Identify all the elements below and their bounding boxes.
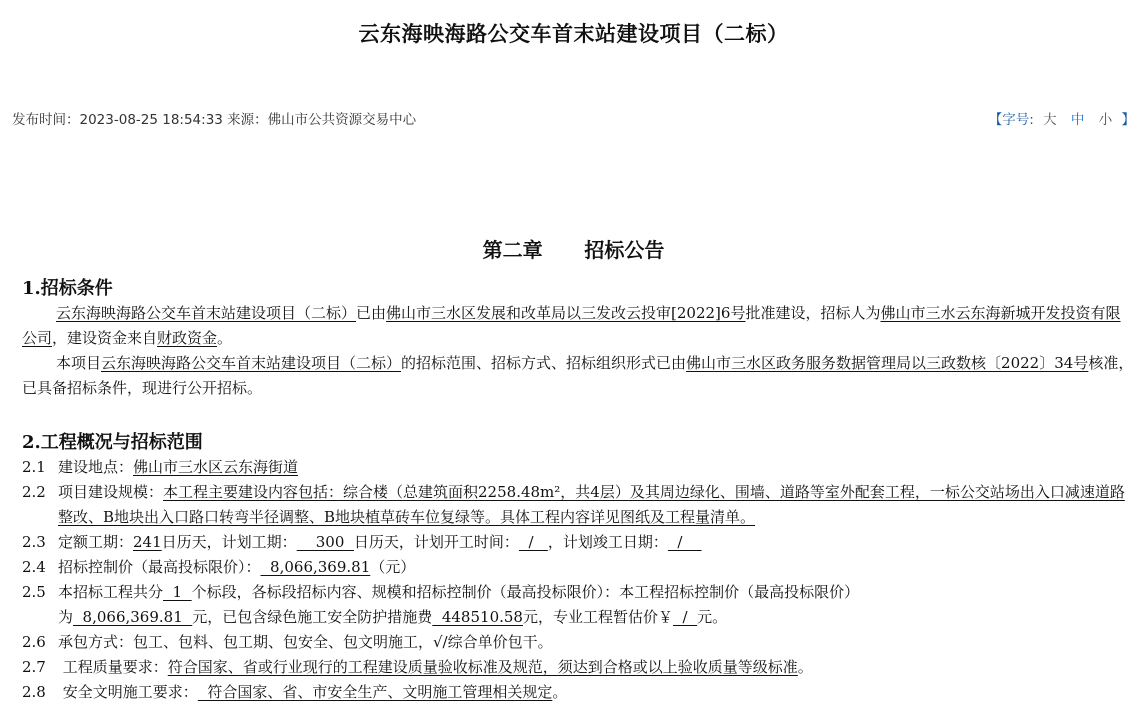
font-size-small-link[interactable]: 小 [1098,112,1113,128]
font-size-medium-link[interactable]: 中 [1070,112,1085,128]
text: 已由 [356,304,387,322]
text: ，计划竣工日期： [547,533,668,551]
list-item [22,530,1134,555]
text: 工程质量要求： [58,658,168,676]
list-item [22,455,1134,480]
paragraph [22,351,1134,401]
value: 8,066,369.81 [260,558,371,576]
item-text [58,455,1134,480]
value: 符合国家、省或行业现行的工程建设质量验收标准及规范，须达到合格或以上验收质量等级标准 [167,658,798,676]
list-item [22,480,1134,530]
value: 241 [133,533,162,551]
project-name: 云东海映海路公交车首末站建设项目（二标） [56,304,357,322]
value: 8,066,369.81 [73,608,193,626]
text: 个标段，各标段招标内容、规模和招标控制价（最高投标限价）：本工程招标控制价（最高投标限价） [191,583,860,601]
text: 的招标范围、招标方式、招标组织形式已由 [401,354,687,372]
item-number: 2.7 [22,658,46,676]
text: 为 [58,608,74,626]
paragraph [22,301,1134,351]
text: 元，已包含绿色施工安全防护措施费 [192,608,433,626]
text: （元） [370,558,416,576]
value: / [672,608,698,626]
item-number: 2.6 [22,633,46,651]
value: 448510.58 [432,608,523,626]
item-number: 2.4 [22,558,46,576]
item-text [58,480,1134,530]
text: 定额工期： [58,533,134,551]
text: 本招标工程共分 [58,583,164,601]
value: 1 [163,583,192,601]
font-size-switcher [989,108,1135,128]
text: 。 [797,658,813,676]
chapter-title: 第二章 招标公告 [482,238,665,262]
text: 本项目 [56,354,102,372]
value: / [667,533,702,551]
item-number: 2.5 [22,583,46,601]
item-text [58,580,1134,630]
text: 招标控制价（最高投标限价）： [58,558,261,576]
text: ，建设资金来自 [52,329,158,347]
item-text [58,655,1134,680]
announcement-body [22,277,1134,705]
text: 建设地点： [58,458,134,476]
item-number: 2.8 [22,683,46,701]
text: 项目建设规模： [58,483,164,501]
text-line [58,608,727,626]
value: / [518,533,548,551]
text-line [58,583,859,601]
value: 300 [296,533,354,551]
list-item [22,680,1134,705]
text: 日历天，计划开工时间： [353,533,519,551]
page-title: 云东海映海路公交车首末站建设项目（二标） [358,22,789,46]
font-size-large-link[interactable]: 大 [1043,112,1057,128]
publish-meta: 发布时间：2023-08-25 18:54:33 来源：佛山市公共资源交易中心 [12,112,417,128]
value: 本工程主要建设内容包括：综合楼（总建筑面积2258.48m²，共4层）及其周边绿化、围墙、道路等室外配套工程，一标公交站场出入口减速道路整改、B地块出入口路口转弯半径调整、B地块植草砖车位复绿等。具体工程内容详见图纸及工程量清单。 [58,483,1125,526]
item-number: 2.1 [22,458,46,476]
text: 元。 [697,608,728,626]
project-name: 云东海映海路公交车首末站建设项目（二标） [101,354,402,372]
item-text [58,555,1134,580]
item-number: 2.3 [22,533,46,551]
text: 核准，已具备招标条件，现进行公开招标。 [22,354,1134,397]
list-item [22,655,1134,680]
text: 。 [552,683,568,701]
font-size-label: 【字号: [988,112,1034,128]
approval-doc: 佛山市三水区政务服务数据管理局以三政数核〔2022〕34号 [686,354,1089,372]
item-text: 承包方式：包工、包料、包工期、包安全、包文明施工，√/综合单价包干。 [58,633,553,651]
value: 符合国家、省、市安全生产、文明施工管理相关规定 [197,683,553,701]
text: 日历天，计划工期： [161,533,297,551]
list-item [22,580,1134,630]
item-number: 2.2 [22,483,46,501]
text: 安全文明施工要求： [58,683,198,701]
section-heading: 1.招标条件 [22,278,113,299]
section-heading: 2.工程概况与招标范围 [22,432,203,453]
list-item [22,555,1134,580]
list-item [22,630,1134,655]
item-text [58,680,1134,705]
font-size-close: 】 [1121,112,1135,128]
approval-doc: 佛山市三水区发展和改革局以三发改云投审[2022]6号 [386,304,746,322]
text: 元，专业工程暂估价￥ [522,608,673,626]
value: 佛山市三水区云东海街道 [133,458,299,476]
text: 批准建设，招标人为 [745,304,881,322]
item-text [58,530,1134,555]
tenderer-name: 佛山市三水云东海新城开发投资有限公司 [22,304,1121,347]
fund-source: 财政资金 [157,329,218,347]
text: 。 [217,329,233,347]
